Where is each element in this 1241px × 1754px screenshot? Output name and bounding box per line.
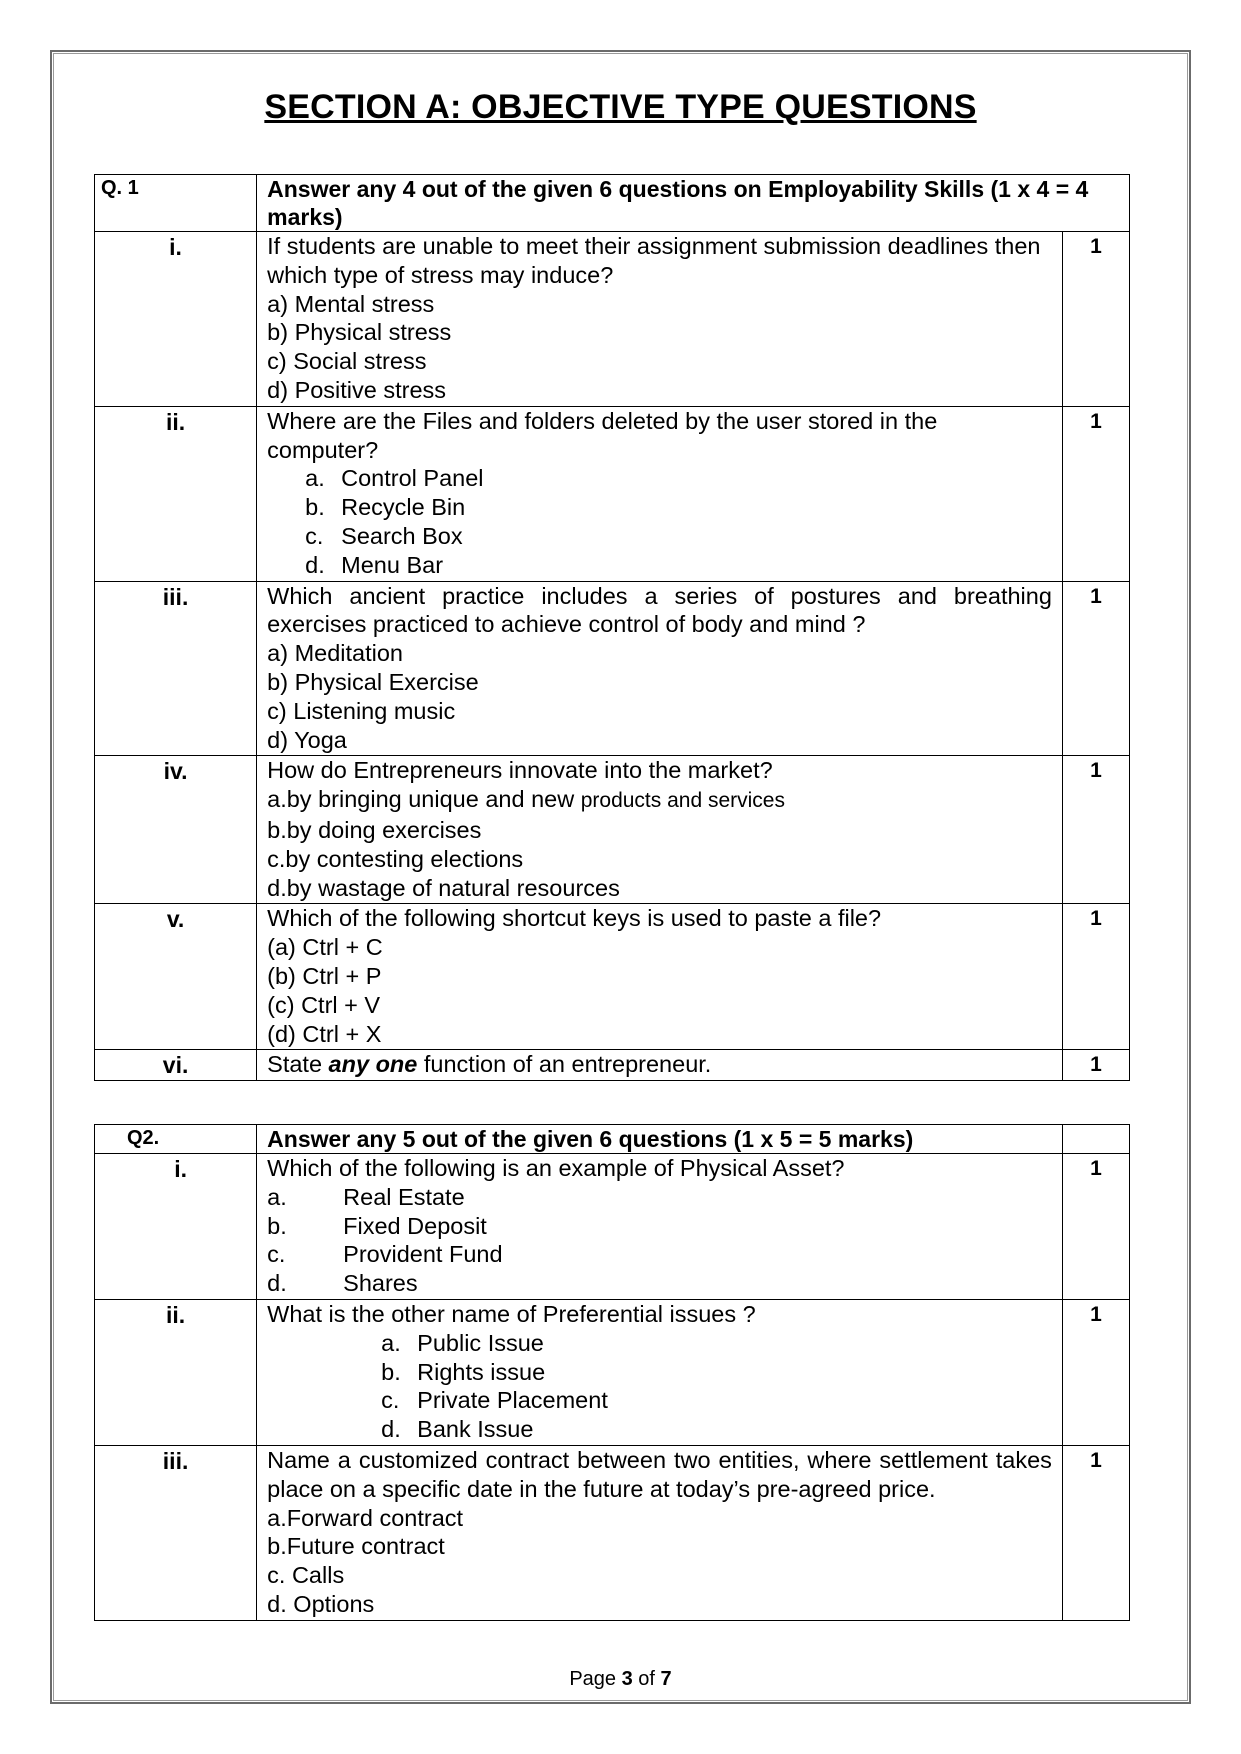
option-letter: b. xyxy=(267,1212,287,1239)
option xyxy=(267,785,1052,816)
option xyxy=(267,522,1052,551)
q2-item-question-cell xyxy=(257,1154,1063,1300)
option-text: Search Box xyxy=(341,522,463,549)
option-text: Fixed Deposit xyxy=(343,1212,487,1239)
option-text: Control Panel xyxy=(341,465,484,492)
q1-item-row xyxy=(95,581,1130,756)
q1-item-row xyxy=(95,1050,1130,1081)
q1-item-question-cell xyxy=(257,232,1063,407)
option-letter: c. xyxy=(267,1241,286,1268)
question-text: How do Entrepreneurs innovate into the market? xyxy=(267,757,773,784)
q2-item-question-cell xyxy=(257,1299,1063,1445)
footer-of-label: of xyxy=(632,1668,661,1690)
option-text: Real Estate xyxy=(343,1183,465,1210)
option: c) Listening music xyxy=(267,697,456,724)
option-text: Private Placement xyxy=(417,1387,608,1414)
option-text: Recycle Bin xyxy=(341,494,466,521)
option-letter: b. xyxy=(381,1358,401,1385)
marks: 1 xyxy=(1062,904,1129,1050)
option-text: a.by bringing unique and new xyxy=(267,786,581,813)
option xyxy=(267,1240,1052,1269)
q1-item-number: iii. xyxy=(95,581,257,756)
option xyxy=(267,1183,1052,1212)
question-text: If students are unable to meet their assignment submission deadlines then which type of stress may induce? xyxy=(267,233,1041,288)
q1-item-number: iv. xyxy=(95,756,257,904)
option xyxy=(267,1212,1052,1241)
option-letter: a. xyxy=(305,465,325,492)
option: c. Calls xyxy=(267,1562,345,1589)
marks: 1 xyxy=(1062,232,1129,407)
q1-item-row xyxy=(95,406,1130,581)
option-text: Menu Bar xyxy=(341,551,444,578)
q1-item-question-cell xyxy=(257,904,1063,1050)
q1-item-number: ii. xyxy=(95,406,257,581)
q1-item-question-cell xyxy=(257,406,1063,581)
question-text xyxy=(267,1050,1052,1079)
option xyxy=(267,1415,1052,1444)
q2-header-marks-cell xyxy=(1062,1125,1129,1154)
marks: 1 xyxy=(1062,1299,1129,1445)
option-letter: d. xyxy=(267,1270,287,1297)
option-text: Public Issue xyxy=(417,1329,544,1356)
question-text: Name a customized contract between two entities, where settlement takes place on a specific date in the future at today’s pre-agreed price. xyxy=(267,1446,1052,1502)
question-text-start: State xyxy=(267,1051,329,1078)
option-letter: c. xyxy=(305,522,324,549)
q2-item-number: i. xyxy=(95,1154,257,1300)
question-text: Which of the following is an example of Physical Asset? xyxy=(267,1155,845,1181)
footer-total-pages: 7 xyxy=(660,1668,672,1690)
q2-table xyxy=(94,1124,1130,1621)
option-letter: c. xyxy=(381,1387,400,1414)
question-emphasis: any one xyxy=(328,1051,418,1078)
q1-item-row xyxy=(95,756,1130,904)
question-text: What is the other name of Preferential issues ? xyxy=(267,1300,756,1327)
q1-table xyxy=(94,174,1130,1081)
option-letter: d. xyxy=(305,551,325,578)
option: d.by wastage of natural resources xyxy=(267,874,620,901)
footer-page-number: 3 xyxy=(621,1668,633,1690)
option: b) Physical stress xyxy=(267,319,452,346)
option: a) Mental stress xyxy=(267,290,435,317)
question-text: Where are the Files and folders deleted by the user stored in the computer? xyxy=(267,407,938,463)
option xyxy=(267,1386,1052,1415)
marks: 1 xyxy=(1062,1050,1129,1081)
option-letter: d. xyxy=(381,1416,401,1443)
option xyxy=(267,464,1052,493)
q2-item-number: ii. xyxy=(95,1299,257,1445)
option xyxy=(267,1269,1052,1298)
option: b.by doing exercises xyxy=(267,816,482,843)
footer-page-label: Page xyxy=(569,1668,622,1690)
option xyxy=(267,1358,1052,1387)
q2-number: Q2. xyxy=(95,1125,257,1154)
q2-item-row xyxy=(95,1299,1130,1445)
option xyxy=(267,551,1052,580)
option: d) Positive stress xyxy=(267,376,447,403)
marks: 1 xyxy=(1062,406,1129,581)
q1-item-number: v. xyxy=(95,904,257,1050)
q1-item-number: i. xyxy=(95,232,257,407)
q1-item-row xyxy=(95,904,1130,1050)
option: (b) Ctrl + P xyxy=(267,962,382,989)
q2-item-row xyxy=(95,1445,1130,1620)
q2-item-row xyxy=(95,1154,1130,1300)
marks: 1 xyxy=(1062,1445,1129,1620)
option: (d) Ctrl + X xyxy=(267,1020,382,1047)
marks: 1 xyxy=(1062,581,1129,756)
option: d) Yoga xyxy=(267,726,347,753)
option: d. Options xyxy=(267,1590,375,1617)
q1-item-number: vi. xyxy=(95,1050,257,1081)
option: (a) Ctrl + C xyxy=(267,934,383,961)
option: (c) Ctrl + V xyxy=(267,991,381,1018)
option: c) Social stress xyxy=(267,348,427,375)
marks: 1 xyxy=(1062,756,1129,904)
q1-header-row xyxy=(95,175,1130,232)
q1-item-question-cell xyxy=(257,581,1063,756)
section-title: SECTION A: OBJECTIVE TYPE QUESTIONS xyxy=(264,88,977,126)
option: c.by contesting elections xyxy=(267,845,524,872)
option xyxy=(267,1329,1052,1358)
option-text: Rights issue xyxy=(417,1358,546,1385)
option xyxy=(267,493,1052,522)
option-letter: a. xyxy=(381,1329,401,1356)
q2-item-question-cell xyxy=(257,1445,1063,1620)
option-text: Provident Fund xyxy=(343,1241,503,1268)
q1-instruction: Answer any 4 out of the given 6 questions on Employability Skills (1 x 4 = 4 marks) xyxy=(257,175,1130,232)
q2-instruction: Answer any 5 out of the given 6 questions (1 x 5 = 5 marks) xyxy=(257,1125,1063,1154)
q1-item-question-cell xyxy=(257,756,1063,904)
option: a) Meditation xyxy=(267,640,403,667)
page-footer xyxy=(0,1668,1241,1691)
option-text-small: products and services xyxy=(580,789,785,813)
q1-number: Q. 1 xyxy=(95,175,257,232)
option-letter: b. xyxy=(305,494,325,521)
option: b) Physical Exercise xyxy=(267,668,479,695)
marks: 1 xyxy=(1062,1154,1129,1300)
option: b.Future contract xyxy=(267,1533,445,1560)
option-letter: a. xyxy=(267,1183,287,1210)
question-text-end: function of an entrepreneur. xyxy=(417,1051,712,1078)
option-text: Shares xyxy=(343,1270,418,1297)
question-text: Which of the following shortcut keys is used to paste a file? xyxy=(267,905,882,932)
q2-item-number: iii. xyxy=(95,1445,257,1620)
q2-header-row xyxy=(95,1125,1130,1154)
q1-item-question-cell xyxy=(257,1050,1063,1081)
q1-item-row xyxy=(95,232,1130,407)
option-text: Bank Issue xyxy=(417,1416,534,1443)
option: a.Forward contract xyxy=(267,1504,464,1531)
question-text: Which ancient practice includes a series of postures and breathing exercises practiced to achieve control of body and mind ? xyxy=(267,582,1052,638)
